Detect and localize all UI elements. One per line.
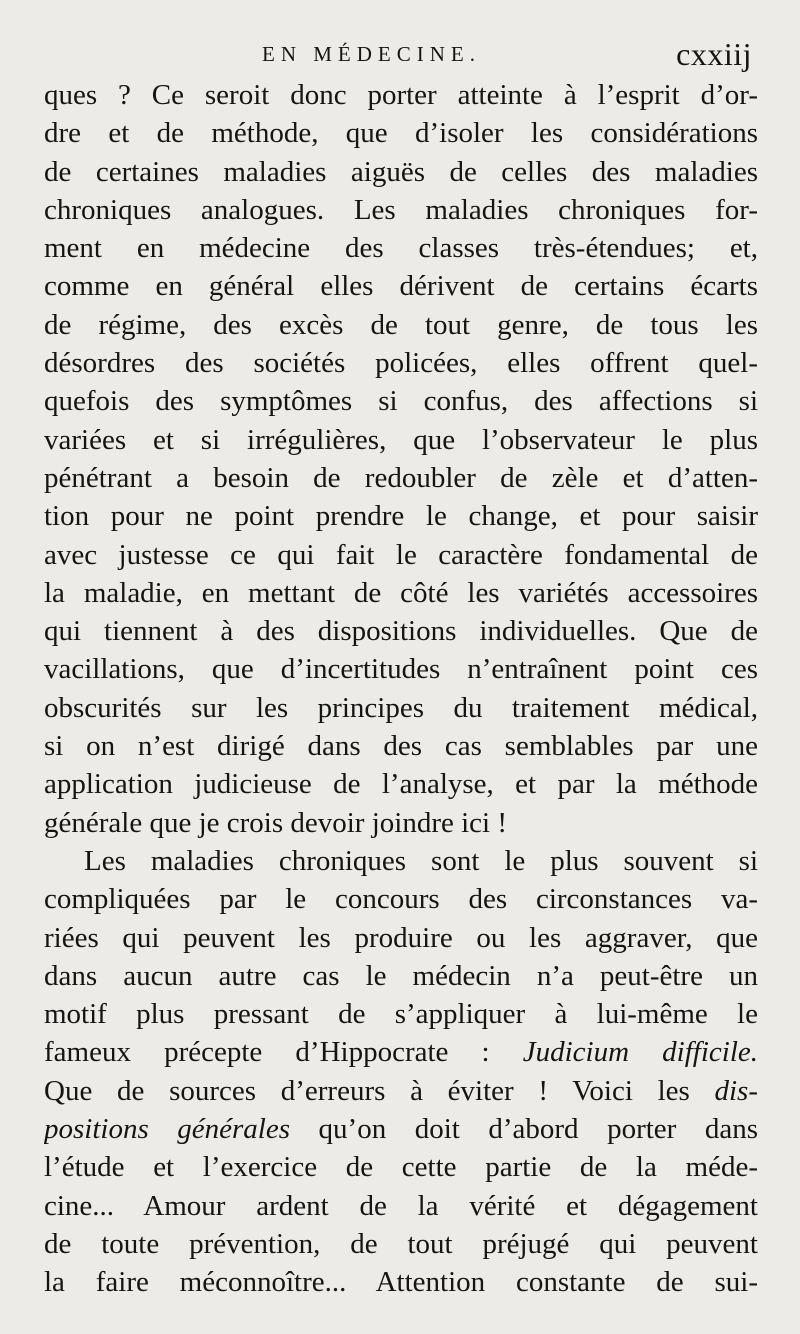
page-number: cxxiij (676, 36, 752, 72)
text-line: chroniques analogues. Les maladies chroniques for- (44, 193, 758, 226)
text-line: désordres des sociétés policées, elles offrent quel- (44, 347, 758, 380)
text-line: variées et si irrégulières, que l’observateur le plus (44, 423, 758, 456)
text-line: quefois des symptômes si confus, des affections si (44, 385, 758, 418)
text-line: pénétrant a besoin de redoubler de zèle et d’atten- (44, 461, 758, 494)
text-line (44, 1033, 758, 1071)
text-italic: Judicium difficile. (522, 1036, 758, 1069)
text-line (44, 1110, 758, 1148)
text-line: ment en médecine des classes très-étendues; et, (44, 232, 758, 265)
text-line: application judicieuse de l’analyse, et par la méthode (44, 768, 758, 801)
text-roman: Que de sources d’erreurs à éviter ! Voici les (44, 1074, 715, 1107)
running-title: EN MÉDECINE. (262, 42, 481, 66)
text-line: qui tiennent à des dispositions individuelles. Que de (44, 615, 758, 648)
text-line: motif plus pressant de s’appliquer à lui-même le (44, 998, 758, 1031)
text-line: Les maladies chroniques sont le plus souvent si (84, 844, 758, 877)
text-line: avec justesse ce qui fait le caractère fondamental de (44, 538, 758, 571)
text-line: riées qui peuvent les produire ou les aggraver, que (44, 921, 758, 954)
text-roman: qu’on doit d’abord porter dans (290, 1113, 758, 1146)
text-line: vacillations, que d’incertitudes n’entraînent point ces (44, 653, 758, 686)
body-text (44, 76, 758, 1302)
text-line: obscurités sur les principes du traitement médical, (44, 691, 758, 724)
text-line: de régime, des excès de tout genre, de tous les (44, 308, 758, 341)
text-line: compliquées par le concours des circonstances va- (44, 883, 758, 916)
text-line: cine... Amour ardent de la vérité et dégagement (44, 1189, 758, 1222)
text-line: si on n’est dirigé dans des cas semblables par une (44, 730, 758, 763)
text-italic: positions générales (44, 1113, 291, 1146)
text-line: la faire méconnoître... Attention constante de sui- (44, 1266, 758, 1299)
text-line: dre et de méthode, que d’isoler les considérations (44, 117, 758, 150)
text-line: de certaines maladies aiguës de celles des maladies (44, 155, 758, 188)
text-line: ques ? Ce seroit donc porter atteinte à l’esprit d’or- (44, 79, 758, 111)
text-line: générale que je crois devoir joindre ici ! (44, 806, 507, 839)
text-line: de toute prévention, de tout préjugé qui peuvent (44, 1227, 758, 1260)
text-line: comme en général elles dérivent de certains écarts (44, 270, 758, 303)
text-line: l’étude et l’exercice de cette partie de la méde- (44, 1151, 758, 1184)
text-italic: dis- (714, 1074, 758, 1107)
text-line: la maladie, en mettant de côté les variétés accessoires (44, 576, 758, 609)
text-line (44, 1072, 758, 1110)
text-roman: fameux précepte d’Hippocrate : (44, 1036, 523, 1069)
text-line: tion pour ne point prendre le change, et pour saisir (44, 500, 758, 533)
text-line: dans aucun autre cas le médecin n’a peut-être un (44, 959, 758, 992)
